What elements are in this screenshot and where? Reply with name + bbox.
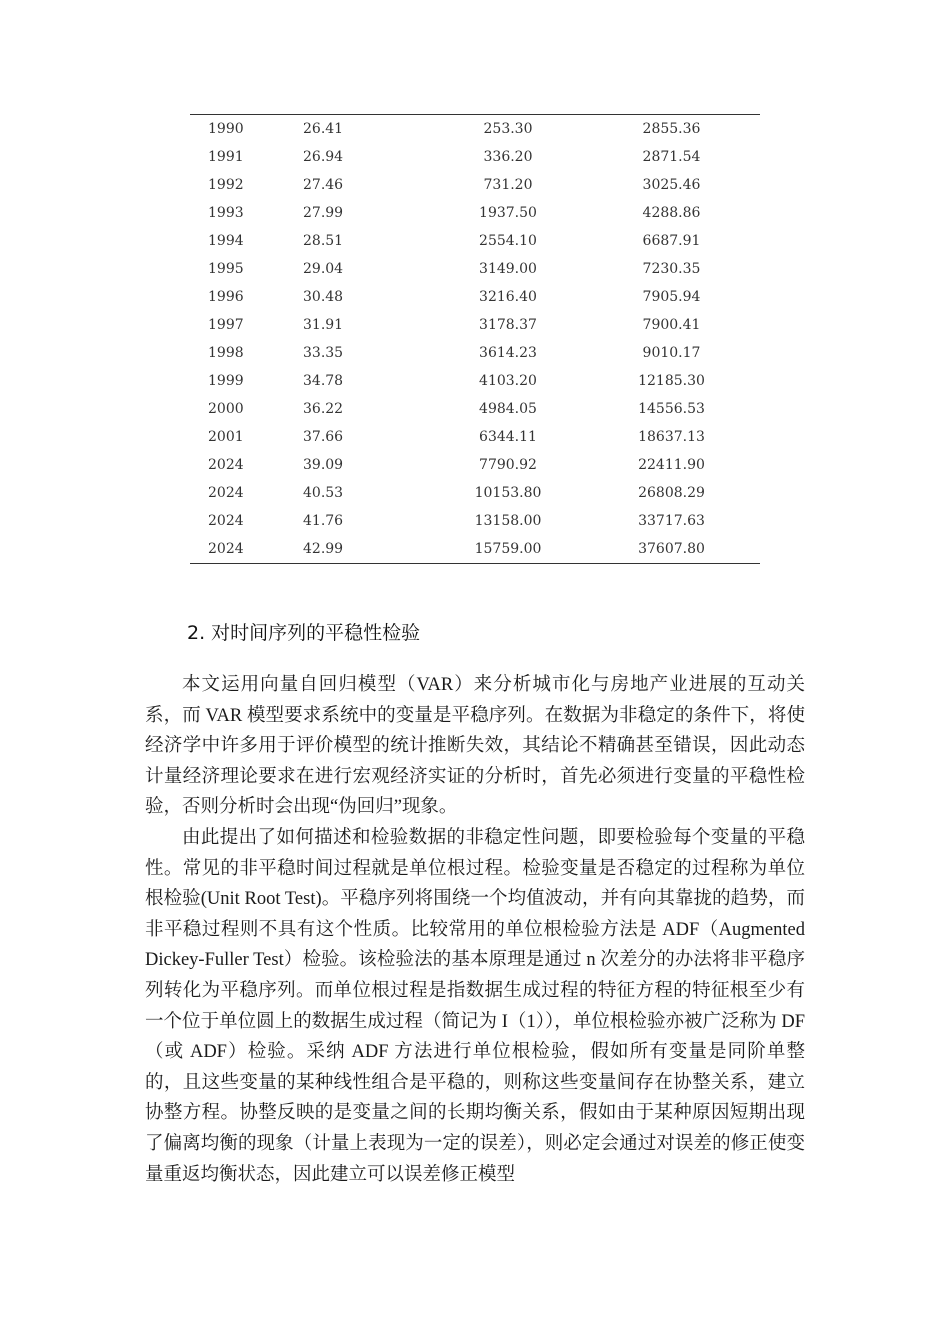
- table-cell: 14556.53: [638, 401, 705, 417]
- table-cell: 2000: [208, 401, 244, 417]
- table-row: [190, 423, 760, 451]
- table-cell: 39.09: [303, 457, 344, 473]
- table-row: [190, 479, 760, 507]
- table-cell: 26808.29: [638, 485, 705, 501]
- table-cell: 6344.11: [479, 429, 537, 445]
- table-row: [190, 199, 760, 227]
- table-row: [190, 255, 760, 283]
- table-cell: 31.91: [303, 317, 344, 333]
- table-cell: 1996: [208, 289, 244, 305]
- table-row: [190, 171, 760, 199]
- table-row: [190, 227, 760, 255]
- data-table: [190, 114, 760, 564]
- table-cell: 336.20: [483, 149, 533, 165]
- table-cell: 27.46: [303, 177, 344, 193]
- table-cell: 42.99: [303, 541, 344, 557]
- body-text: [145, 670, 805, 1190]
- table-cell: 15759.00: [474, 541, 542, 557]
- table-cell: 28.51: [303, 233, 344, 249]
- table-cell: 3149.00: [479, 261, 537, 277]
- table-cell: 26.94: [303, 149, 344, 165]
- table-row: [190, 367, 760, 395]
- table-cell: 3216.40: [479, 289, 537, 305]
- table-cell: 3614.23: [479, 345, 537, 361]
- table-cell: 2871.54: [642, 149, 701, 165]
- table-cell: 1994: [208, 233, 244, 249]
- table-cell: 4984.05: [479, 401, 537, 417]
- table-cell: 34.78: [303, 373, 344, 389]
- table-cell: 33717.63: [638, 513, 705, 529]
- table-row: [190, 143, 760, 171]
- table-cell: 40.53: [303, 485, 344, 501]
- table-cell: 731.20: [483, 177, 533, 193]
- table-cell: 2001: [208, 429, 244, 445]
- table-cell: 1998: [208, 345, 244, 361]
- table-cell: 1991: [208, 149, 244, 165]
- table-cell: 3025.46: [642, 177, 701, 193]
- table-cell: 4288.86: [642, 205, 701, 221]
- paragraph: 本文运用向量自回归模型（VAR）来分析城市化与房地产业进展的互动关系，而 VAR 模型要求系统中的变量是平稳序列。在数据为非稳定的条件下，将使经济学中许多用于评价模型的统计推断失效，其结论不精确甚至错误，因此动态计量经济理论要求在进行宏观经济实证的分析时，首先必须进行变量的平稳性检验，否则分析时会出现“伪回归”现象。: [145, 675, 805, 818]
- table-cell: 26.41: [303, 121, 344, 137]
- table-cell: 2024: [208, 485, 244, 501]
- table-cell: 7905.94: [642, 289, 701, 305]
- table-cell: 9010.17: [642, 345, 701, 361]
- table-cell: 2024: [208, 513, 244, 529]
- table-cell: 1937.50: [479, 205, 537, 221]
- table-row: [190, 311, 760, 339]
- table-row: [190, 115, 760, 144]
- data-table-body: [190, 115, 760, 564]
- table-row: [190, 451, 760, 479]
- table-cell: 1990: [208, 121, 244, 137]
- table-cell: 29.04: [303, 261, 344, 277]
- table-cell: 2024: [208, 541, 244, 557]
- section-heading: 2. 对时间序列的平稳性检验: [187, 622, 421, 644]
- table-cell: 18637.13: [638, 429, 705, 445]
- table-cell: 3178.37: [479, 317, 537, 333]
- table-cell: 27.99: [303, 205, 344, 221]
- table-cell: 33.35: [303, 345, 344, 361]
- table-cell: 7790.92: [479, 457, 537, 473]
- table-cell: 2855.36: [642, 121, 701, 137]
- table-cell: 1993: [208, 205, 244, 221]
- table-row: [190, 339, 760, 367]
- table-cell: 13158.00: [474, 513, 542, 529]
- table-row: [190, 395, 760, 423]
- table-row: [190, 283, 760, 311]
- table-cell: 7230.35: [642, 261, 701, 277]
- table-cell: 37.66: [303, 429, 344, 445]
- table-cell: 7900.41: [642, 317, 701, 333]
- table-cell: 1995: [208, 261, 244, 277]
- table-cell: 36.22: [303, 401, 344, 417]
- table-cell: 37607.80: [638, 541, 705, 557]
- table-cell: 1992: [208, 177, 244, 193]
- table-cell: 30.48: [303, 289, 344, 305]
- table-row: [190, 507, 760, 535]
- table-cell: 1997: [208, 317, 244, 333]
- table-cell: 41.76: [303, 513, 344, 529]
- table-cell: 253.30: [483, 121, 533, 137]
- table-cell: 10153.80: [474, 485, 542, 501]
- table-row: [190, 535, 760, 564]
- table-cell: 22411.90: [638, 457, 705, 473]
- table-cell: 1999: [208, 373, 244, 389]
- table-cell: 2554.10: [479, 233, 537, 249]
- table-cell: 6687.91: [642, 233, 701, 249]
- paragraph: 由此提出了如何描述和检验数据的非稳定性问题，即要检验每个变量的平稳性。常见的非平稳时间过程就是单位根过程。检验变量是否稳定的过程称为单位根检验(Unit Root Test)。平稳序列将围绕一个均值波动，并有向其靠拢的趋势，而非平稳过程则不具有这个性质。比较常用的单位根检验方法是 ADF（Augmented Dickey-Fuller Test）检验。该检验法的基本原理是通过 n 次差分的办法将非平稳序列转化为平稳序列。而单位根过程是指数据生成过程的特征方程的特征根至少有一个位于单位圆上的数据生成过程（简记为 I（1）），单位根检验亦被广泛称为 DF（或 ADF）检验。采纳 ADF 方法进行单位根检验，假如所有变量是同阶单整的，且这些变量的某种线性组合是平稳的，则称这些变量间存在协整关系，建立协整方程。协整反映的是变量之间的长期均衡关系，假如由于某种原因短期出现了偏离均衡的现象（计量上表现为一定的误差），则必定会通过对误差的修正使变量重返均衡状态，因此建立可以误差修正模型: [145, 827, 805, 1185]
- table-cell: 4103.20: [479, 373, 537, 389]
- table-cell: 12185.30: [638, 373, 705, 389]
- table-cell: 2024: [208, 457, 244, 473]
